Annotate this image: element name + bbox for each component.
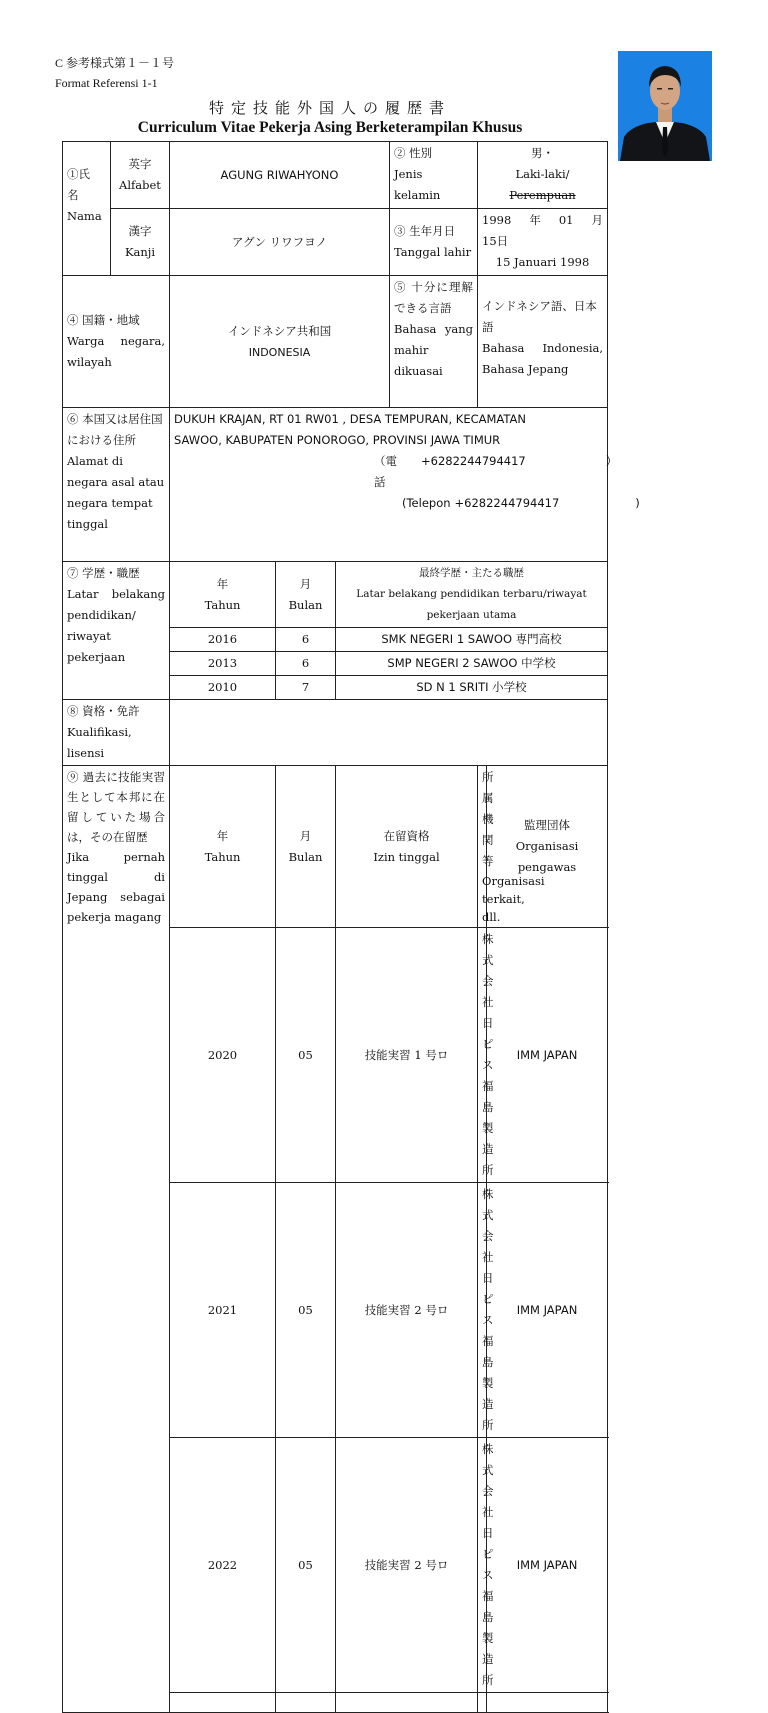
title-english: Curriculum Vitae Pekerja Asing Berketerampilan Khusus [137, 119, 523, 136]
education-row: 2010 7 SD N 1 SRITI 小学校 [63, 676, 608, 700]
title-japanese: 特定技能外国人の履歴書 [208, 99, 451, 117]
education-label: ⑦ 学歴・職歴 Latar belakang pendidikan/ riwayat pekerjaan [63, 562, 170, 700]
name-alphabet-value: AGUNG RIWAHYONO [170, 142, 390, 209]
education-col-desc: 最終学歴・主たる職歴 Latar belakang pendidikan terbaru/riwayat pekerjaan utama [336, 562, 608, 628]
language-label: ⑤ 十分に理解できる言語 Bahasa yang mahir dikuasai [390, 276, 478, 408]
internship-label: ⑨ 過去に技能実習生として本邦に在留していた場合は，その在留歴 Jika pernah tinggal di Jepang sebagai pekerja magang [63, 766, 170, 1713]
education-row: 2013 6 SMP NEGERI 2 SAWOO 中学校 [63, 652, 608, 676]
dob-label: ③ 生年月日 Tanggal lahir [390, 209, 478, 276]
phone-jp: （電話 +6282244794417 ） [374, 454, 618, 489]
kanji-label: 漢字 Kanji [111, 209, 170, 276]
phone-id: (Telepon +6282244794417 ) [402, 496, 640, 510]
form-reference: Format Referensi 1-1 [55, 76, 158, 90]
internship-row: 2021 05 技能実習 2 号ロ 株式会社 日ピス福島製造所 IMM JAPAN [63, 1183, 608, 1438]
cv-table [62, 141, 640, 1713]
gender-label: ② 性別 Jenis kelamin [390, 142, 478, 209]
address-label: ⑥ 本国又は居住国における住所 Alamat di negara asal atau negara tempat tinggal [63, 408, 170, 562]
internship-col-month: 月 Bulan [276, 766, 336, 928]
nationality-value: インドネシア共和国 INDONESIA [170, 276, 390, 408]
internship-col-org: 所属機関等 Organisasi terkait, dll. [478, 766, 487, 928]
education-col-year: 年 Tahun [170, 562, 276, 628]
name-kanji-value: アグン リワフヨノ [170, 209, 390, 276]
education-col-month: 月 Bulan [276, 562, 336, 628]
gender-value: 男・ Laki-laki/ Perempuan [478, 142, 608, 209]
address-value: DUKUH KRAJAN, RT 01 RW01 , DESA TEMPURAN, KECAMATAN SAWOO, KABUPATEN PONOROGO, PROVINSI JAWA TIMUR （電話 +6282244794417 ） (Telepon +6282244794417 ) [170, 408, 608, 562]
internship-row: 2020 05 技能実習 1 号ロ 株式会社 日ピス福島製造所 IMM JAPAN [63, 928, 608, 1183]
internship-col-supervisor: 監理団体 Organisasi pengawas [487, 766, 608, 928]
internship-col-status: 在留資格 Izin tinggal [336, 766, 478, 928]
alphabet-label: 英字 Alfabet [111, 142, 170, 209]
applicant-photo [618, 51, 712, 161]
internship-row: 2022 05 技能実習 2 号ロ 株式会社 日ピス福島製造所 IMM JAPAN [63, 1438, 608, 1693]
language-value: インドネシア語、日本語 Bahasa Indonesia, Bahasa Jepang [478, 276, 608, 408]
name-label: ①氏名 Nama [63, 142, 111, 276]
nationality-label: ④ 国籍・地域 Warga negara, wilayah [63, 276, 170, 408]
internship-col-year: 年 Tahun [170, 766, 276, 928]
form-code: C 参考様式第１－１号 [55, 56, 175, 70]
qualification-value [170, 700, 608, 766]
education-row: 2016 6 SMK NEGERI 1 SAWOO 専門高校 [63, 628, 608, 652]
qualification-label: ⑧ 資格・免許 Kualifikasi, lisensi [63, 700, 170, 766]
dob-value: 1998 年 01 月 15日 15 Januari 1998 [478, 209, 608, 276]
